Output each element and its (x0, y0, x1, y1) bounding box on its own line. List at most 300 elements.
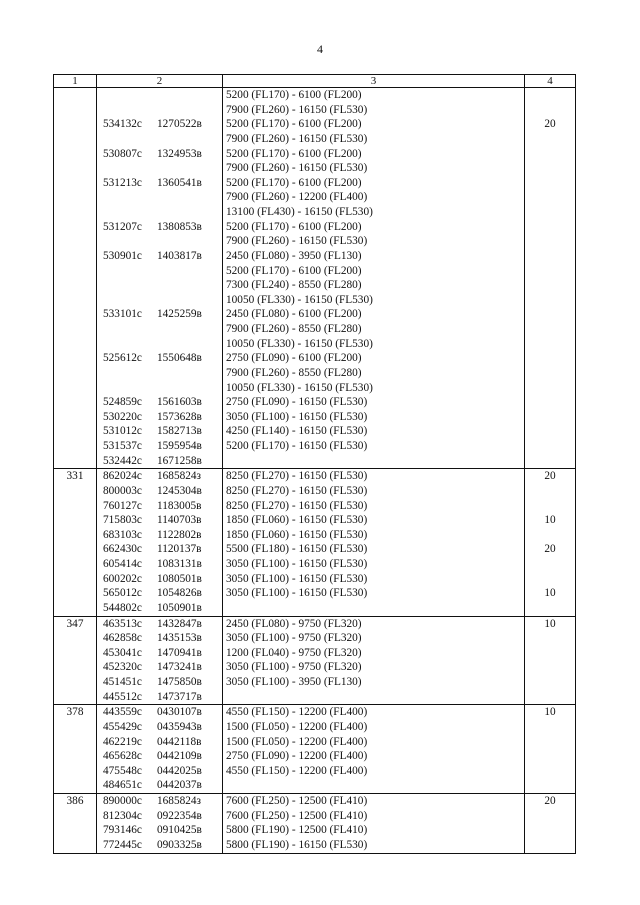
longitude: 1671258в (157, 454, 202, 467)
latitude: 793146с (103, 824, 142, 837)
latitude: 530807с (103, 147, 142, 160)
coordinates-cell (97, 351, 223, 366)
longitude: 1473717в (157, 690, 202, 703)
longitude: 1122802в (157, 528, 202, 541)
limit-value (525, 395, 576, 410)
table-row (54, 646, 576, 661)
table-row (54, 307, 576, 322)
longitude: 1573628в (157, 410, 202, 423)
zone-number (54, 557, 97, 572)
altitude-range: 8250 (FL270) - 16150 (FL530) (223, 499, 525, 514)
latitude: 455429с (103, 720, 142, 733)
altitude-range: 7900 (FL260) - 16150 (FL530) (223, 103, 525, 118)
limit-value (525, 749, 576, 764)
coordinates-cell (97, 337, 223, 352)
header-col-2: 2 (97, 75, 223, 88)
altitude-range: 4550 (FL150) - 12200 (FL400) (223, 764, 525, 779)
longitude: 1120137в (157, 543, 202, 556)
latitude: 484651с (103, 779, 142, 792)
zone-number (54, 132, 97, 147)
altitude-range: 3050 (FL100) - 3950 (FL130) (223, 675, 525, 690)
limit-value (525, 499, 576, 514)
limit-value (525, 809, 576, 824)
coordinates-cell (97, 705, 223, 720)
altitude-range: 10050 (FL330) - 16150 (FL530) (223, 293, 525, 308)
zone-number (54, 720, 97, 735)
latitude: 531012с (103, 425, 142, 438)
zone-number (54, 176, 97, 191)
limit-value (525, 103, 576, 118)
latitude: 565012с (103, 587, 142, 600)
latitude: 531537с (103, 440, 142, 452)
altitude-range: 5200 (FL170) - 6100 (FL200) (223, 147, 525, 162)
limit-value (525, 234, 576, 249)
limit-value (525, 88, 576, 103)
limit-value (525, 351, 576, 366)
longitude: 1685824з (157, 470, 202, 483)
limit-value: 20 (525, 542, 576, 557)
altitude-range: 4250 (FL140) - 16150 (FL530) (223, 424, 525, 439)
table-row (54, 513, 576, 528)
coordinates-cell (97, 117, 223, 132)
table-row (54, 528, 576, 543)
zone-number (54, 586, 97, 601)
table-row (54, 675, 576, 690)
table-row (54, 366, 576, 381)
altitude-range: 1500 (FL050) - 12200 (FL400) (223, 735, 525, 750)
coordinates-cell (97, 572, 223, 587)
table-row (54, 322, 576, 337)
coordinates-cell (97, 264, 223, 279)
table-row (54, 735, 576, 750)
coordinates-cell (97, 646, 223, 661)
longitude: 1595954в (157, 440, 202, 452)
latitude: 451451с (103, 676, 142, 688)
altitude-range: 5200 (FL170) - 6100 (FL200) (223, 176, 525, 191)
longitude: 0442037в (157, 779, 202, 792)
limit-value (525, 264, 576, 279)
longitude: 1140703в (157, 514, 202, 527)
latitude: 463513с (103, 617, 142, 630)
altitude-range: 8250 (FL270) - 16150 (FL530) (223, 469, 525, 484)
limit-value (525, 337, 576, 352)
latitude: 760127с (103, 499, 142, 512)
longitude: 1054826в (157, 587, 202, 600)
longitude: 0903325в (157, 838, 202, 851)
altitude-range: 7900 (FL260) - 16150 (FL530) (223, 132, 525, 147)
limit-value (525, 366, 576, 381)
zone-number (54, 190, 97, 205)
latitude: 445512с (103, 690, 142, 703)
zone-number (54, 809, 97, 824)
coordinates-cell (97, 823, 223, 838)
table-row (54, 395, 576, 410)
table-row (54, 705, 576, 720)
altitude-range: 7600 (FL250) - 12500 (FL410) (223, 809, 525, 824)
coordinates-cell (97, 690, 223, 705)
limit-value: 20 (525, 117, 576, 132)
zone-number: 331 (54, 469, 97, 484)
latitude: 475548с (103, 764, 142, 777)
table-row (54, 601, 576, 616)
zone-number (54, 675, 97, 690)
altitude-range (223, 454, 525, 469)
header-col-4: 4 (525, 75, 576, 88)
zone-number (54, 454, 97, 469)
coordinates-cell (97, 454, 223, 469)
limit-value (525, 205, 576, 220)
zone-number (54, 337, 97, 352)
latitude: 812304с (103, 809, 142, 822)
zone-number (54, 764, 97, 779)
page-number: 4 (317, 42, 323, 56)
latitude: 443559с (103, 706, 142, 719)
latitude: 544802с (103, 601, 142, 614)
table-row (54, 778, 576, 793)
altitude-range: 3050 (FL100) - 16150 (FL530) (223, 586, 525, 601)
limit-value (525, 190, 576, 205)
altitude-range: 2450 (FL080) - 9750 (FL320) (223, 616, 525, 631)
zone-number (54, 528, 97, 543)
table-row (54, 439, 576, 454)
zone-number (54, 293, 97, 308)
longitude: 1360541в (157, 176, 202, 189)
limit-value: 10 (525, 586, 576, 601)
altitude-range: 5800 (FL190) - 16150 (FL530) (223, 838, 525, 853)
limit-value (525, 454, 576, 469)
zone-number (54, 103, 97, 118)
zone-number (54, 484, 97, 499)
altitude-range: 7900 (FL260) - 16150 (FL530) (223, 161, 525, 176)
zone-number (54, 439, 97, 454)
altitude-range: 3050 (FL100) - 16150 (FL530) (223, 557, 525, 572)
altitude-range: 1850 (FL060) - 16150 (FL530) (223, 528, 525, 543)
zone-number (54, 307, 97, 322)
limit-value (525, 778, 576, 793)
limit-value (525, 439, 576, 454)
zone-number (54, 161, 97, 176)
coordinates-cell (97, 278, 223, 293)
latitude: 452320с (103, 661, 142, 674)
table-row (54, 117, 576, 132)
table-row (54, 220, 576, 235)
latitude: 453041с (103, 646, 142, 659)
zone-number (54, 601, 97, 616)
latitude: 600202с (103, 572, 142, 585)
limit-value (525, 176, 576, 191)
coordinates-cell (97, 234, 223, 249)
altitude-range: 3050 (FL100) - 9750 (FL320) (223, 660, 525, 675)
zone-number (54, 823, 97, 838)
coordinates-cell (97, 720, 223, 735)
limit-value (525, 660, 576, 675)
longitude: 1435153в (157, 632, 202, 645)
zone-number (54, 424, 97, 439)
altitude-range: 5800 (FL190) - 12500 (FL410) (223, 823, 525, 838)
coordinates-cell (97, 484, 223, 499)
altitude-range: 5200 (FL170) - 6100 (FL200) (223, 88, 525, 103)
latitude: 800003с (103, 484, 142, 497)
coordinates-cell (97, 794, 223, 809)
table-row (54, 631, 576, 646)
airspace-table (53, 74, 576, 854)
coordinates-cell (97, 205, 223, 220)
coordinates-cell (97, 631, 223, 646)
latitude: 465628с (103, 750, 142, 763)
table-row (54, 381, 576, 396)
zone-number (54, 249, 97, 264)
header-row (54, 75, 576, 88)
altitude-range: 2450 (FL080) - 3950 (FL130) (223, 249, 525, 264)
limit-value: 20 (525, 794, 576, 809)
limit-value (525, 278, 576, 293)
altitude-range: 10050 (FL330) - 16150 (FL530) (223, 381, 525, 396)
latitude: 890000с (103, 795, 142, 807)
limit-value (525, 572, 576, 587)
coordinates-cell (97, 616, 223, 631)
header-col-1: 1 (54, 75, 97, 88)
limit-value (525, 601, 576, 616)
longitude: 0442118в (157, 735, 202, 748)
header-col-3: 3 (223, 75, 525, 88)
table-row (54, 616, 576, 631)
longitude: 1403817в (157, 249, 202, 262)
zone-number (54, 735, 97, 750)
table-row (54, 410, 576, 425)
limit-value (525, 161, 576, 176)
limit-value (525, 249, 576, 264)
latitude: 525612с (103, 352, 142, 365)
table-row (54, 293, 576, 308)
coordinates-cell (97, 220, 223, 235)
altitude-range (223, 778, 525, 793)
coordinates-cell (97, 735, 223, 750)
altitude-range: 2750 (FL090) - 6100 (FL200) (223, 351, 525, 366)
limit-value (525, 646, 576, 661)
table-row (54, 838, 576, 853)
limit-value (525, 735, 576, 750)
zone-number (54, 220, 97, 235)
longitude: 1432847в (157, 617, 202, 630)
zone-number (54, 646, 97, 661)
table-row (54, 484, 576, 499)
coordinates-cell (97, 381, 223, 396)
zone-number: 386 (54, 794, 97, 809)
coordinates-cell (97, 439, 223, 454)
table-row (54, 720, 576, 735)
coordinates-cell (97, 749, 223, 764)
table-row (54, 542, 576, 557)
altitude-range: 7900 (FL260) - 8550 (FL280) (223, 366, 525, 381)
altitude-range: 7300 (FL240) - 8550 (FL280) (223, 278, 525, 293)
latitude: 772445с (103, 838, 142, 851)
zone-number (54, 778, 97, 793)
zone-number (54, 395, 97, 410)
table-row (54, 351, 576, 366)
altitude-range: 5200 (FL170) - 6100 (FL200) (223, 117, 525, 132)
limit-value (525, 838, 576, 853)
limit-value (525, 557, 576, 572)
coordinates-cell (97, 190, 223, 205)
table-row (54, 469, 576, 484)
zone-number (54, 749, 97, 764)
zone-number (54, 838, 97, 853)
coordinates-cell (97, 557, 223, 572)
coordinates-cell (97, 161, 223, 176)
altitude-range: 5200 (FL170) - 16150 (FL530) (223, 439, 525, 454)
coordinates-cell (97, 513, 223, 528)
table-row (54, 764, 576, 779)
table-row (54, 660, 576, 675)
coordinates-cell (97, 249, 223, 264)
table-row (54, 572, 576, 587)
altitude-range: 1200 (FL040) - 9750 (FL320) (223, 646, 525, 661)
zone-number (54, 278, 97, 293)
zone-number (54, 381, 97, 396)
coordinates-cell (97, 809, 223, 824)
table-row (54, 557, 576, 572)
limit-value (525, 307, 576, 322)
coordinates-cell (97, 322, 223, 337)
coordinates-cell (97, 764, 223, 779)
table-row (54, 190, 576, 205)
coordinates-cell (97, 542, 223, 557)
table-row (54, 586, 576, 601)
coordinates-cell (97, 778, 223, 793)
table-row (54, 794, 576, 809)
latitude: 862024с (103, 470, 142, 483)
table-row (54, 690, 576, 705)
latitude: 605414с (103, 558, 142, 570)
coordinates-cell (97, 132, 223, 147)
table-row (54, 823, 576, 838)
table-row (54, 499, 576, 514)
limit-value (525, 220, 576, 235)
coordinates-cell (97, 675, 223, 690)
coordinates-cell (97, 88, 223, 103)
longitude: 1561603в (157, 396, 202, 409)
altitude-range: 7900 (FL260) - 8550 (FL280) (223, 322, 525, 337)
longitude: 1473241в (157, 661, 202, 674)
coordinates-cell (97, 103, 223, 118)
limit-value (525, 764, 576, 779)
latitude: 533101с (103, 308, 142, 321)
zone-number (54, 234, 97, 249)
coordinates-cell (97, 424, 223, 439)
zone-number (54, 88, 97, 103)
longitude: 1270522в (157, 118, 202, 131)
coordinates-cell (97, 586, 223, 601)
table-row (54, 132, 576, 147)
zone-number (54, 366, 97, 381)
zone-number (54, 631, 97, 646)
limit-value (525, 631, 576, 646)
table-row (54, 249, 576, 264)
coordinates-cell (97, 838, 223, 853)
altitude-range: 8250 (FL270) - 16150 (FL530) (223, 484, 525, 499)
latitude: 531207с (103, 220, 142, 233)
coordinates-cell (97, 293, 223, 308)
zone-number (54, 572, 97, 587)
limit-value: 20 (525, 469, 576, 484)
table-row (54, 424, 576, 439)
table-row (54, 161, 576, 176)
latitude: 662430с (103, 543, 142, 556)
limit-value (525, 675, 576, 690)
latitude: 534132с (103, 118, 142, 131)
latitude: 524859с (103, 396, 142, 409)
limit-value (525, 823, 576, 838)
longitude: 1324953в (157, 147, 202, 160)
altitude-range: 2750 (FL090) - 12200 (FL400) (223, 749, 525, 764)
altitude-range: 10050 (FL330) - 16150 (FL530) (223, 337, 525, 352)
latitude: 462219с (103, 735, 142, 748)
zone-number (54, 351, 97, 366)
altitude-range: 1850 (FL060) - 16150 (FL530) (223, 513, 525, 528)
coordinates-cell (97, 528, 223, 543)
altitude-range: 3050 (FL100) - 9750 (FL320) (223, 631, 525, 646)
longitude: 0435943в (157, 720, 202, 733)
altitude-range (223, 601, 525, 616)
longitude: 1050901в (157, 601, 202, 614)
limit-value (525, 132, 576, 147)
longitude: 1080501в (157, 572, 202, 585)
zone-number (54, 264, 97, 279)
zone-number (54, 660, 97, 675)
table-row (54, 278, 576, 293)
longitude: 1550648в (157, 352, 202, 365)
limit-value (525, 720, 576, 735)
longitude: 1425259в (157, 308, 202, 321)
zone-number (54, 499, 97, 514)
limit-value (525, 484, 576, 499)
longitude: 1685824з (157, 795, 202, 807)
table-row (54, 205, 576, 220)
longitude: 0442109в (157, 750, 202, 763)
zone-number: 378 (54, 705, 97, 720)
coordinates-cell (97, 410, 223, 425)
altitude-range: 5200 (FL170) - 6100 (FL200) (223, 220, 525, 235)
longitude: 1083131в (157, 558, 202, 570)
coordinates-cell (97, 366, 223, 381)
limit-value (525, 322, 576, 337)
altitude-range: 5500 (FL180) - 16150 (FL530) (223, 542, 525, 557)
table-row (54, 809, 576, 824)
limit-value (525, 528, 576, 543)
coordinates-cell (97, 176, 223, 191)
altitude-range: 3050 (FL100) - 16150 (FL530) (223, 572, 525, 587)
altitude-range: 2450 (FL080) - 6100 (FL200) (223, 307, 525, 322)
table-row (54, 337, 576, 352)
altitude-range: 3050 (FL100) - 16150 (FL530) (223, 410, 525, 425)
latitude: 532442с (103, 454, 142, 467)
limit-value (525, 690, 576, 705)
latitude: 531213с (103, 176, 142, 189)
table-row (54, 176, 576, 191)
limit-value (525, 410, 576, 425)
zone-number (54, 322, 97, 337)
coordinates-cell (97, 395, 223, 410)
longitude: 1475850в (157, 676, 202, 688)
longitude: 1183005в (157, 499, 202, 512)
altitude-range: 13100 (FL430) - 16150 (FL530) (223, 205, 525, 220)
coordinates-cell (97, 469, 223, 484)
altitude-range: 5200 (FL170) - 6100 (FL200) (223, 264, 525, 279)
zone-number (54, 690, 97, 705)
zone-number (54, 513, 97, 528)
zone-number (54, 147, 97, 162)
limit-value: 10 (525, 513, 576, 528)
